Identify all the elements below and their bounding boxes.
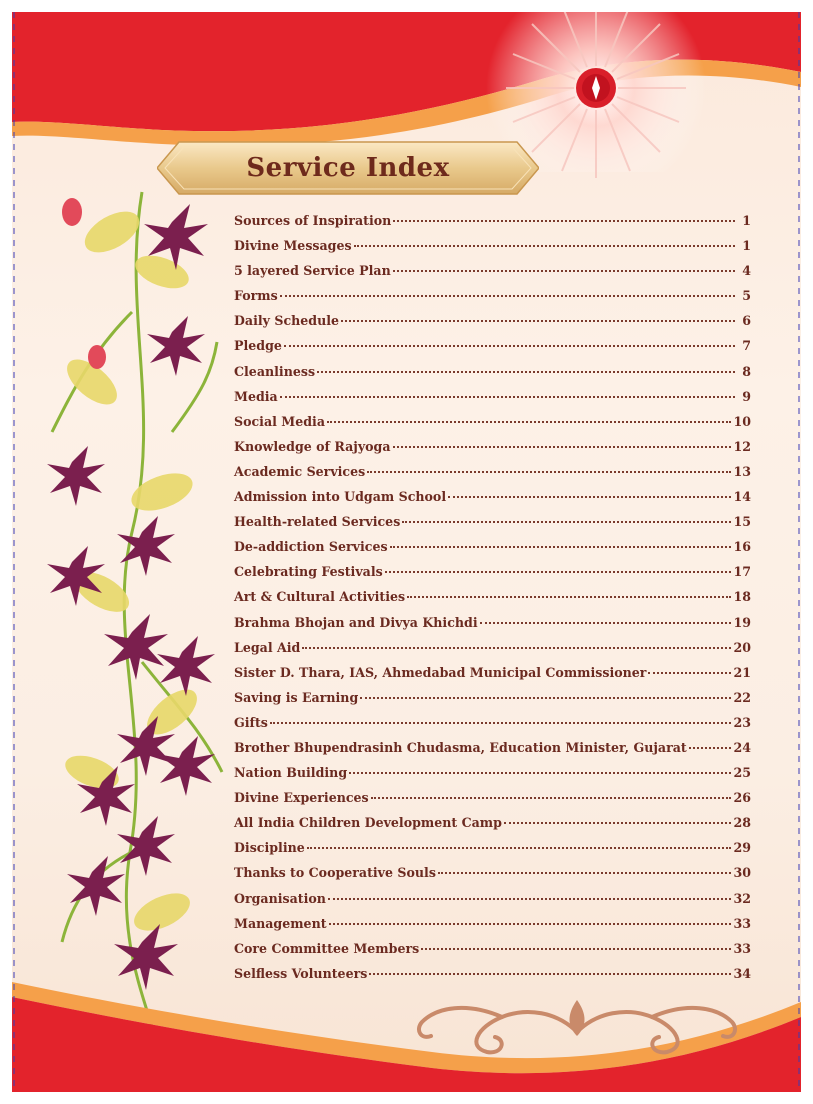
toc-entry-page: 13: [733, 463, 751, 479]
toc-entry-title: Management: [234, 915, 327, 931]
toc-entry-title: Social Media: [234, 413, 325, 429]
toc-entry-page: 33: [733, 940, 751, 956]
swirl-ornament-icon: [407, 992, 747, 1062]
toc-entry-title: Organisation: [234, 890, 326, 906]
toc-entry-page: 8: [742, 363, 751, 379]
toc-entry-title: Daily Schedule: [234, 313, 340, 329]
toc-entry-page: 28: [733, 815, 751, 831]
toc-dot-leader: [390, 536, 732, 548]
toc-entry-title: Brother Bhupendrasinh Chudasma, Education Minister, Gujarat: [234, 739, 687, 755]
toc-dot-leader: [302, 637, 731, 649]
toc-entry-page: 6: [742, 313, 751, 329]
toc-dot-leader: [371, 787, 732, 799]
toc-entry-page: 17: [733, 564, 751, 580]
toc-entry-page: 30: [733, 865, 751, 881]
toc-dot-leader: [421, 938, 731, 950]
toc-dot-leader: [393, 436, 732, 448]
toc-entry-title: Knowledge of Rajyoga: [234, 438, 391, 454]
toc-entry-page: 23: [733, 714, 751, 730]
service-index-list: [234, 213, 751, 991]
toc-entry-page: 29: [733, 840, 751, 856]
toc-entry-page: 32: [733, 890, 751, 906]
toc-dot-leader: [367, 461, 731, 473]
toc-entry-page: 25: [733, 765, 751, 781]
toc-dot-leader: [402, 511, 731, 523]
toc-entry-title: Cleanliness: [234, 363, 316, 379]
toc-entry: [234, 715, 751, 740]
toc-entry-page: 14: [733, 489, 751, 505]
toc-entry-title: Sources of Inspiration: [234, 213, 392, 228]
toc-entry-title: Brahma Bhojan and Divya Khichdi: [234, 614, 478, 630]
toc-entry-title: Divine Messages: [234, 238, 352, 254]
toc-entry-title: Selfless Volunteers: [234, 965, 368, 981]
toc-entry-title: Nation Building: [234, 765, 348, 781]
toc-dot-leader: [329, 913, 732, 925]
toc-entry-page: 34: [733, 965, 751, 981]
toc-dot-leader: [284, 335, 735, 347]
toc-entry-page: 1: [742, 238, 751, 254]
toc-entry-title: Sister D. Thara, IAS, Ahmedabad Municipal Commissioner: [234, 664, 647, 680]
toc-entry-page: 10: [733, 413, 751, 429]
toc-entry-page: 16: [733, 539, 751, 555]
toc-dot-leader: [341, 310, 735, 322]
toc-dot-leader: [280, 285, 735, 297]
toc-entry-title: Divine Experiences: [234, 790, 369, 806]
toc-dot-leader: [360, 687, 731, 699]
toc-entry-title: Gifts: [234, 714, 268, 730]
toc-dot-leader: [448, 486, 731, 498]
toc-entry-page: 21: [733, 664, 751, 680]
toc-entry-title: Admission into Udgam School: [234, 489, 447, 505]
toc-entry-title: Art & Cultural Activities: [234, 589, 406, 605]
toc-entry-title: Legal Aid: [234, 639, 301, 655]
index-page: [12, 12, 801, 1092]
toc-entry-page: 19: [733, 614, 751, 630]
toc-entry-title: Saving is Earning: [234, 689, 359, 705]
toc-entry-page: 4: [742, 263, 751, 279]
toc-entry-title: Celebrating Festivals: [234, 564, 383, 580]
toc-entry-title: 5 layered Service Plan: [234, 263, 391, 279]
toc-entry-page: 26: [733, 790, 751, 806]
toc-dot-leader: [480, 612, 732, 624]
toc-dot-leader: [327, 411, 731, 423]
toc-entry-title: All India Children Development Camp: [234, 815, 502, 831]
toc-entry-title: Thanks to Cooperative Souls: [234, 865, 436, 881]
toc-dot-leader: [385, 561, 732, 573]
toc-entry-title: Academic Services: [234, 463, 366, 479]
toc-entry-title: Health-related Services: [234, 514, 401, 530]
toc-dot-leader: [689, 737, 732, 749]
toc-entry-title: Core Committee Members: [234, 940, 420, 956]
toc-entry-title: Media: [234, 388, 278, 404]
toc-entry-page: 5: [742, 288, 751, 304]
toc-dot-leader: [504, 812, 732, 824]
toc-entry-page: 22: [733, 689, 751, 705]
page-title: Service Index: [246, 153, 450, 183]
toc-dot-leader: [317, 361, 735, 373]
toc-entry-title: Forms: [234, 288, 278, 304]
toc-entry-page: 7: [742, 338, 751, 354]
toc-entry-page: 18: [733, 589, 751, 605]
toc-dot-leader: [280, 386, 735, 398]
toc-entry-page: 15: [733, 514, 751, 530]
toc-dot-leader: [648, 662, 731, 674]
toc-dot-leader: [407, 586, 731, 598]
toc-dot-leader: [307, 837, 732, 849]
toc-entry-page: 12: [733, 438, 751, 454]
toc-dot-leader: [393, 210, 735, 222]
toc-entry-page: 20: [733, 639, 751, 655]
toc-dot-leader: [349, 762, 731, 774]
toc-dot-leader: [393, 260, 735, 272]
toc-entry-page: 9: [742, 388, 751, 404]
toc-entry-page: 1: [742, 213, 751, 228]
lily-flowers-decoration: [12, 12, 242, 1092]
toc-entry-title: Discipline: [234, 840, 305, 856]
toc-entry-page: 33: [733, 915, 751, 931]
toc-entry-title: De-addiction Services: [234, 539, 388, 555]
toc-dot-leader: [270, 712, 732, 724]
toc-entry-page: 24: [733, 739, 751, 755]
toc-entry-title: Pledge: [234, 338, 282, 354]
toc-dot-leader: [328, 888, 732, 900]
toc-dot-leader: [354, 235, 735, 247]
toc-dot-leader: [438, 862, 732, 874]
